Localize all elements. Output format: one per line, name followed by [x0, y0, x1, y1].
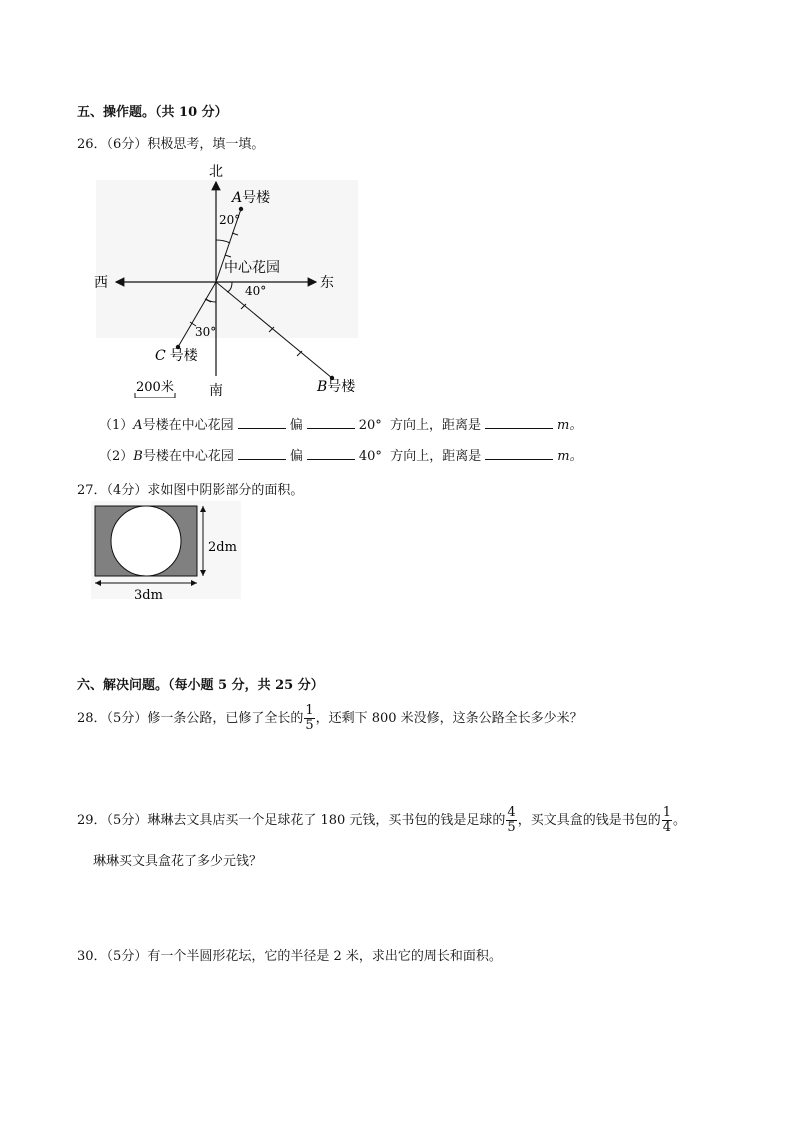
inner-circle [111, 506, 181, 576]
direction-diagram [90, 158, 370, 398]
south-label: 南 [209, 383, 223, 398]
q29-frac1-den: 5 [507, 820, 516, 835]
sub2-angle: 40° [358, 449, 382, 464]
section-six-title: 六、解决问题。（每小题 5 分，共 25 分） [77, 678, 324, 693]
sub2-direction-blank-2[interactable] [307, 447, 355, 460]
q29-fraction-2 [662, 806, 672, 835]
q28-part2: ，还剩下 800 米没修，这条公路全长多少米？ [315, 711, 583, 726]
q29-part2: ，买文具盒的钱是书包的 [517, 813, 661, 828]
q29-frac2-num: 1 [662, 805, 671, 820]
sub1-prefix: （1） [99, 418, 134, 433]
question-27-stem: 27．（4分）求如图中阴影部分的面积。 [77, 483, 304, 498]
question-29-line1 [77, 806, 686, 835]
q29-frac2-den: 4 [662, 820, 671, 835]
scale-label: 200米 [136, 380, 174, 395]
west-label: 西 [94, 275, 108, 291]
sub2-text1: 号楼在中心花园 [142, 449, 234, 464]
sub2-distance-blank[interactable] [485, 447, 553, 460]
q28-fraction [304, 704, 314, 733]
question-26-sub2 [99, 445, 583, 464]
question-30: 30．（5分）有一个半圆形花坛，它的半径是 2 米，求出它的周长和面积。 [77, 949, 502, 964]
q28-frac-num: 1 [305, 703, 314, 718]
width-label: 3dm [134, 588, 163, 603]
shaded-area-figure [90, 500, 250, 605]
angle-a-label: 20° [219, 213, 241, 227]
q29-frac1-num: 4 [507, 805, 516, 820]
sub1-letter: A [133, 418, 143, 433]
sub1-unit: m。 [557, 418, 583, 433]
q28-part1: 28．（5分）修一条公路，已修了全长的 [77, 711, 304, 726]
sub2-pian: 偏 [289, 449, 303, 464]
question-28 [77, 704, 583, 733]
q28-frac-den: 5 [305, 718, 314, 733]
question-26-sub1 [99, 414, 582, 433]
height-label: 2dm [208, 540, 237, 555]
question-29-line2: 琳琳买文具盒花了多少元钱？ [93, 854, 263, 869]
point-b-label: B号楼 [317, 379, 356, 395]
angle-c-label: 30° [195, 325, 217, 339]
sub2-prefix: （2） [99, 449, 134, 464]
point-c-label: C 号楼 [155, 348, 198, 364]
angle-b-label: 40° [245, 284, 267, 298]
question-26-stem: 26．（6分）积极思考，填一填。 [77, 137, 265, 152]
point-a [239, 207, 243, 211]
sub1-text1: 号楼在中心花园 [142, 418, 234, 433]
sub1-direction-blank-1[interactable] [238, 416, 286, 429]
point-a-label: A号楼 [232, 190, 271, 206]
sub2-unit: m。 [557, 449, 583, 464]
sub1-distance-blank[interactable] [485, 416, 553, 429]
sub2-direction-blank-1[interactable] [238, 447, 286, 460]
q29-fraction-1 [506, 806, 516, 835]
center-label: 中心花园 [224, 260, 280, 276]
q29-part3: 。 [672, 813, 686, 828]
sub2-letter: B [133, 449, 143, 464]
sub1-angle: 20° [358, 418, 382, 433]
sub2-text2: 方向上，距离是 [390, 449, 482, 464]
east-label: 东 [320, 275, 334, 291]
section-five-title: 五、操作题。（共 10 分） [77, 105, 228, 120]
sub1-text2: 方向上，距离是 [390, 418, 482, 433]
sub1-pian: 偏 [289, 418, 303, 433]
diagram-background [96, 180, 358, 338]
north-label: 北 [209, 164, 223, 180]
sub1-direction-blank-2[interactable] [307, 416, 355, 429]
q29-part1: 29．（5分）琳琳去文具店买一个足球花了 180 元钱，买书包的钱是足球的 [77, 813, 506, 828]
